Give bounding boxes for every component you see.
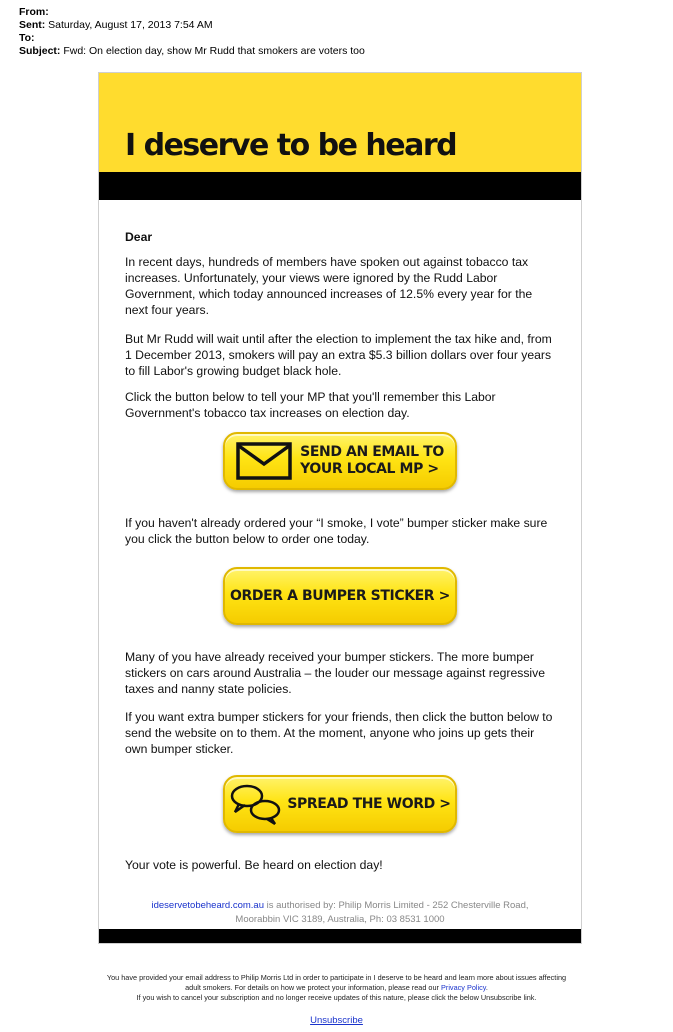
paragraph-4: If you haven't already ordered your “I smoke, I vote” bumper sticker make sure you click the button below to order one today. [125, 516, 548, 546]
paragraph-1: In recent days, hundreds of members have spoken out against tobacco tax increases. Unfortunately, your views were ignored by the Rudd Labor Government, which today announced increases of 12.5% every year for the next four years. [125, 255, 533, 317]
paragraph-7: Your vote is powerful. Be heard on election day! [125, 858, 383, 872]
spread-word-label: SPREAD THE WORD > [287, 795, 451, 812]
from-label: From: [19, 6, 49, 18]
subject-value: Fwd: On election day, show Mr Rudd that smokers are voters too [63, 45, 365, 57]
authorised-text-2: Moorabbin VIC 3189, Australia, Ph: 03 8531 1000 [235, 914, 445, 925]
send-email-label: SEND AN EMAIL TO YOUR LOCAL MP > [300, 444, 444, 477]
order-sticker-button[interactable] [223, 567, 457, 625]
subject-label: Subject: [19, 45, 61, 57]
spread-word-button[interactable] [223, 775, 457, 833]
sent-label: Sent: [19, 19, 46, 31]
paragraph-3: Click the button below to tell your MP that you'll remember this Labor Government's tobacco tax increases on election day. [125, 390, 496, 420]
to-label: To: [19, 32, 35, 44]
from-row [19, 6, 365, 19]
banner-divider [99, 172, 581, 200]
authorisation-note [99, 899, 581, 927]
legal-line-2-text: adult smokers. For details on how we protect your information, please read our [185, 983, 442, 992]
legal-line-1: You have provided your email address to Philip Morris Ltd in order to participate in I deserve to be heard and learn more about issues affecting [106, 973, 567, 982]
unsubscribe-link[interactable]: Unsubscribe [310, 1015, 363, 1026]
privacy-policy-link[interactable]: Privacy Policy [441, 983, 486, 992]
paragraph-6: If you want extra bumper stickers for your friends, then click the button below to send the website on to them. At the moment, anyone who joins up gets their own bumper sticker. [125, 710, 553, 756]
email-card [98, 72, 582, 944]
paragraph-2: But Mr Rudd will wait until after the election to implement the tax hike and, from 1 December 2013, smokers will pay an extra $5.3 billion dollars over four years to fill Labor's growing budget black hole. [125, 332, 552, 378]
sent-value: Saturday, August 17, 2013 7:54 AM [48, 19, 213, 31]
site-link[interactable]: ideservetobeheard.com.au [151, 900, 264, 911]
legal-line-3: If you wish to cancel your subscription and no longer receive updates of this nature, please click the below Unsubscribe link. [136, 993, 537, 1002]
banner [99, 73, 581, 172]
send-email-button[interactable] [223, 432, 457, 490]
banner-title: I deserve to be heard [125, 128, 457, 163]
envelope-icon [236, 442, 292, 480]
to-row [19, 32, 365, 45]
speech-bubbles-icon [229, 782, 283, 826]
paragraph-5: Many of you have already received your bumper stickers. The more bumper stickers on cars around Australia – the louder our message against regressive taxes and nanny state policies. [125, 650, 546, 696]
footer-bar [99, 929, 581, 943]
greeting: Dear [125, 230, 153, 244]
legal-line-2-end: . [485, 983, 488, 992]
order-sticker-label: ORDER A BUMPER STICKER > [230, 587, 450, 604]
subject-row [19, 45, 365, 58]
sent-row [19, 19, 365, 32]
legal-notice [40, 973, 633, 1003]
authorised-text-1: is authorised by: Philip Morris Limited - 252 Chesterville Road, [263, 900, 529, 911]
legal-line-2 [40, 983, 633, 993]
email-header [19, 6, 365, 58]
